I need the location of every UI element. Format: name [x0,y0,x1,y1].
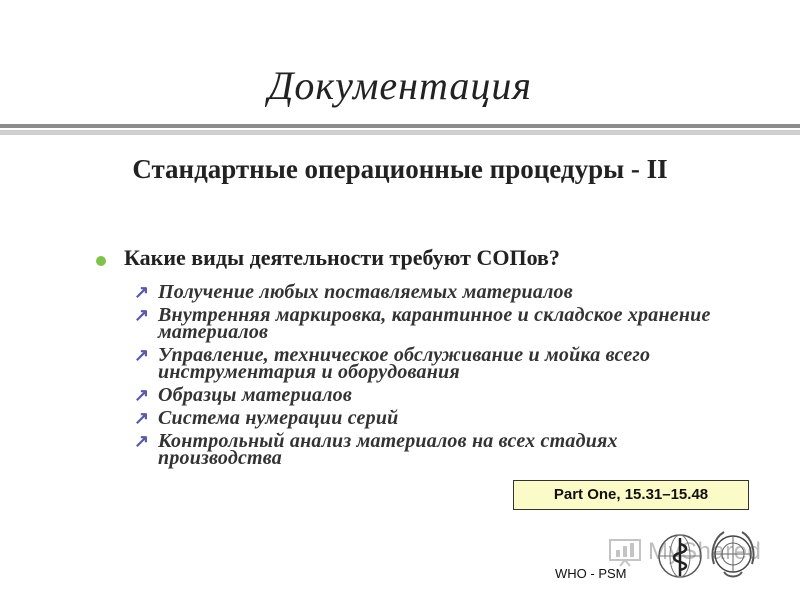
un-emblem-icon [708,528,758,584]
sub-bullet-item [130,344,730,383]
sub-bullet-item [130,384,730,406]
sub-bullet-item [130,430,730,469]
bullet-dot-icon [96,256,106,266]
sub-bullet-list [130,281,730,473]
arrow-up-right-icon: ↗ [134,282,150,302]
sub-bullet-text: Получение любых поставляемых материалов [158,281,573,303]
title-divider-shadow [0,130,800,135]
sub-bullet-item [130,304,730,343]
arrow-up-right-icon: ↗ [134,305,150,325]
slide-title: Документация [267,63,532,108]
who-logo-icon [656,532,704,580]
arrow-up-right-icon: ↗ [134,431,150,451]
sub-bullet-item [130,281,730,303]
presentation-icon [608,537,644,567]
watermark-text: MyShared [648,538,762,565]
sub-bullet-text: Контрольный анализ материалов на всех стадиях производства [158,430,618,469]
sub-bullet-text: Система нумерации серий [158,407,399,429]
sub-bullet-text: Внутренняя маркировка, карантинное и складское хранение материалов [158,304,711,343]
sub-bullet-text: Образцы материалов [158,384,353,406]
reference-box: Part One, 15.31–15.48 [513,480,749,510]
arrow-up-right-icon: ↗ [134,345,150,365]
footer-label: WHO - PSM [555,566,627,581]
slide-subtitle: Стандартные операционные процедуры - II [132,154,668,184]
arrow-up-right-icon: ↗ [134,385,150,405]
arrow-up-right-icon: ↗ [134,408,150,428]
sub-bullet-text: Управление, техническое обслуживание и мойка всего инструментария и оборудования [158,344,651,383]
title-divider [0,124,800,128]
main-bullet: Какие виды деятельности требуют СОПов? [124,245,560,270]
sub-bullet-item [130,407,730,429]
